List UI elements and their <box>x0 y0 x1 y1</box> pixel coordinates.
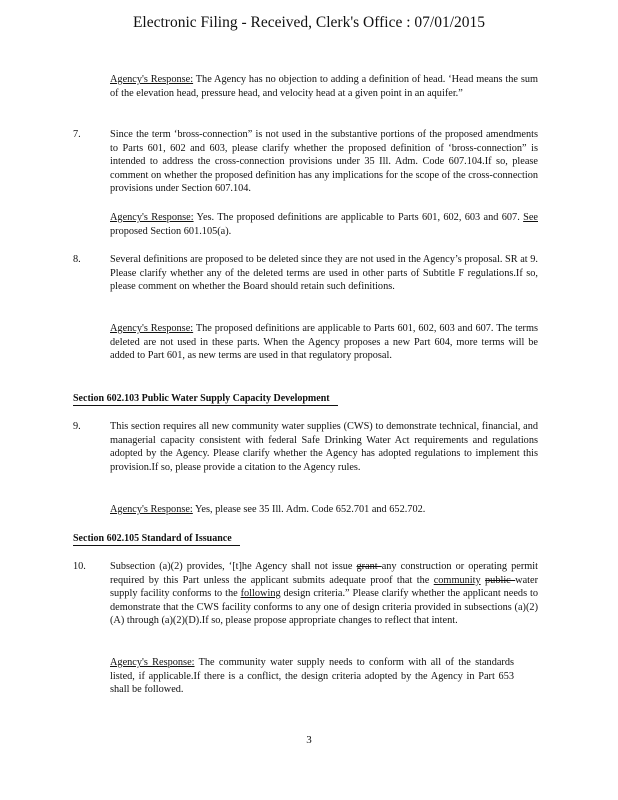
see-reference: See <box>523 212 538 223</box>
response-text: Yes. The proposed definitions are applicable to Parts 601, 602, 603 and 607. <box>193 212 524 223</box>
struck-text: public <box>485 574 516 586</box>
section-heading-602-103: Section 602.103 Public Water Supply Capacity Development <box>73 392 338 406</box>
response-text: Yes, please see 35 Ill. Adm. Code 652.701 and 652.702. <box>192 504 426 515</box>
agency-response-7 <box>110 211 538 238</box>
response-label: Agency's Response: <box>110 504 193 515</box>
agency-response-8 <box>110 322 538 363</box>
response-label: Agency's Response: <box>110 323 194 334</box>
response-text-cont: proposed Section 601.105(a). <box>110 225 232 237</box>
item-10-text <box>110 560 538 628</box>
section-heading-602-105: Section 602.105 Standard of Issuance <box>73 532 240 546</box>
agency-response-6 <box>110 73 538 100</box>
item-number-9: 9. <box>73 421 81 432</box>
text-run: any construction or operating permit required by this Part unless the applicant submits adequate proof that the <box>110 561 538 586</box>
response-text: The Agency has no objection to adding a definition of head. ‘Head means the sum of the elevation head, pressure head, and velocity head at a given point in an aquifer.” <box>110 74 538 99</box>
item-number-7: 7. <box>73 129 81 140</box>
item-9-text: This section requires all new community water supplies (CWS) to demonstrate technical, financial, and managerial capacity consistent with federal Safe Drinking Water Act requirements and regulations adopted by the Agency. Please clarify whether the Agency has adopted regulations to implement this provision.If so, please provide a citation to the Agency rules. <box>110 421 538 473</box>
text-run: design criteria.” Please clarify whether the applicant needs to demonstrate that the CWS facility conforms to any one of design criteria provided in subsections (a)(2)(A) through (a)(2)(D).If so, please propose appropriate changes to reflect that intent. <box>110 588 538 627</box>
response-text: The community water supply needs to conform with all of the standards listed, if applicable.If there is a conflict, the design criteria adopted by the Agency in Part 653 shall be followed. <box>110 657 514 696</box>
inserted-text: following <box>240 588 281 600</box>
filing-header: Electronic Filing - Received, Clerk's Office : 07/01/2015 <box>132 14 486 31</box>
response-label: Agency's Response: <box>110 212 194 223</box>
response-text: The proposed definitions are applicable to Parts 601, 602, 603 and 607. The terms deleted are not used in these parts. When the Agency proposes a new Part 604, more terms will be added to Part 601, as new terms are used in that regulatory proposal. <box>110 323 538 362</box>
text-run: Subsection (a)(2) provides, ‘[t]he Agency shall not issue <box>110 561 357 572</box>
agency-response-9 <box>110 503 538 517</box>
item-7-text: Since the term ‘bross-connection” is not used in the substantive portions of the proposed amendments to Parts 601, 602 and 603, please clarify whether the proposed definition of ‘bross-connection” is intended to address the cross-connection provisions under 35 Ill. Adm. Code 607.104.If so, please comment on whether the proposed definition has any implications for the scope of the cross-connection provisions under Section 607.104. <box>110 129 538 195</box>
response-label: Agency's Response: <box>110 657 195 668</box>
item-number-10: 10. <box>73 561 86 572</box>
struck-text: grant <box>356 561 382 572</box>
item-8-text: Several definitions are proposed to be deleted since they are not used in the Agency’s proposal. SR at 9. Please clarify whether any of the deleted terms are used in other parts of Subtitle F regulations.If so, please comment on whether the Board should retain such definitions. <box>110 254 538 293</box>
response-label: Agency's Response: <box>110 74 194 85</box>
agency-response-10 <box>110 656 514 697</box>
inserted-text: community <box>433 574 481 586</box>
text-run: water supply facility conforms to the <box>110 574 539 600</box>
page-number: 3 <box>306 734 312 746</box>
item-number-8: 8. <box>73 254 81 265</box>
